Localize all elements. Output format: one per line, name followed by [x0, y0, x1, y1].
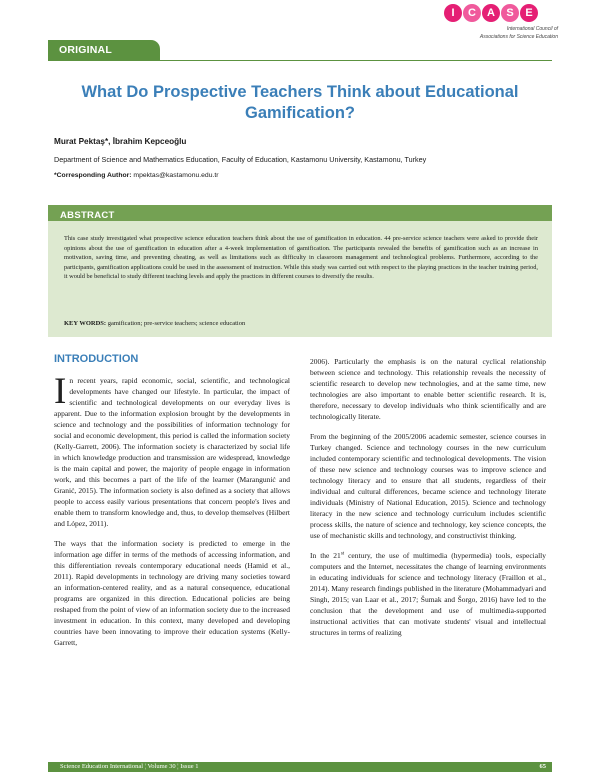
keywords-list: gamification; pre-service teachers; science education [107, 320, 246, 327]
abstract-heading: ABSTRACT [60, 210, 115, 221]
page-number: 65 [539, 763, 546, 770]
banner-rule [48, 60, 552, 61]
page-footer [48, 762, 552, 772]
author-list: Murat Pektaş*, İbrahim Kepceoğlu [54, 137, 187, 146]
paragraph-text: In the 21 [310, 551, 341, 560]
paragraph: 2006). Particularly the emphasis is on the natural cyclical relationship between science and technology. This relationship reveals the necessity of scientific research to develop new technologies, and at the same time, new technologies are also important to enable better scientific research. It is, therefore, necessary to develop individuals who think scientifically and are technologically literate. [310, 357, 546, 421]
drop-cap: I [54, 371, 67, 412]
logo-letter: S [501, 4, 519, 22]
ordinal-suffix: st [340, 551, 345, 557]
affiliation: Department of Science and Mathematics Education, Faculty of Education, Kastamonu University, Kastamonu, Turkey [54, 155, 427, 164]
keywords-label: KEY WORDS: [64, 320, 107, 327]
section-label: ORIGINAL ARTICLE [59, 44, 112, 77]
left-column [54, 354, 290, 657]
icase-logo [428, 4, 558, 48]
paragraph [310, 550, 546, 638]
paragraph [54, 371, 290, 529]
journal-info: Science Education International ¦ Volume 30 ¦ Issue 1 [60, 763, 199, 770]
introduction-heading: INTRODUCTION [54, 353, 139, 365]
logo-letter: C [463, 4, 481, 22]
logo-letter: E [520, 4, 538, 22]
paragraph-text: century, the use of multimedia (hypermedia) tools, especially computers and the Internet, necessitates the change of learning environments in educating individuals for science and technology literacy (Fraillon et al., 2014). Many research findings published in the literature (Mohammadyari and Singh, 2015; van Laar et al., 2017; Šumak and Šorgo, 2016) have led to the conclusion that the development and use of multimedia-supported instructional activities that can motivate students' visual and intellectual structures in terms of realizing [310, 551, 546, 637]
logo-letters [444, 4, 538, 26]
logo-tagline-1: International Council of [506, 26, 558, 32]
corresponding-author [54, 172, 219, 179]
right-column [310, 356, 546, 647]
section-banner [48, 40, 160, 77]
logo-tagline-2: Associations for Science Education [479, 34, 558, 40]
abstract-header [48, 205, 552, 221]
abstract-box [48, 205, 552, 337]
abstract-text: This case study investigated what prospective science education teachers think about the use of gamification in education. 44 pre-service science teachers were asked to provide their opinions about the use of gamification in education after a 4-week implementation of gamification. The participants revealed the benefits of gamification such as an increase in motivation, saving time, and preventing cheating, as well as limitations such as difficulty in classroom management and technological problems. Furthermore, according to the participants, gamification applications could be used in the assessment of instruction. While this study was carried out with respect to the playing practices in the teacher training period, it would be beneficial to study different teaching levels and apply the practices in different courses to diversify the results. [64, 235, 538, 281]
logo-letter: A [482, 4, 500, 22]
corresponding-email[interactable]: mpektas@kastamonu.edu.tr [133, 172, 219, 179]
paragraph: From the beginning of the 2005/2006 academic semester, science courses in Turkey changed. Science and technology courses in the new curriculum included contemporary scientific and technological developments. The vision of these new science and technology courses was to improve science and technology literacy and to ensure that all students, regardless of their individual and cultural differences, became science and technology literate individuals (Ministry of National Education, 2015). Science and technology literacy in the new science and technology curriculum includes scientific process skills, the nature of science and technology, key science concepts, the use of mechanistic skills and technology, and constructivist thinking. [310, 432, 546, 540]
article-title: What Do Prospective Teachers Think about Educational Gamification? [81, 83, 519, 122]
keywords [64, 320, 538, 327]
paragraph: The ways that the information society is predicted to emerge in the information age differ in terms of the methods of accessing information, and this differentiation reveals contemporary educational needs (Hamid et al., 2011). Rapid developments in technology are driving many societies toward an information-centered reality, and as a natural consequence, educational programs are organized in this direction. Educational policies are being reshaped from the point of view of an information society due to the increased investment in education. In this context, many developed and developing countries have been innovating to improve their education systems (Kelly-Garrett, [54, 539, 290, 647]
corresponding-label: *Corresponding Author: [54, 172, 132, 179]
logo-letter: I [444, 4, 462, 22]
paragraph-text: n recent years, rapid economic, social, scientific, and technological developments have changed our lifestyle. In particular, the impact of scientific and technological developments on our everyday lives is apparent. Due to the information explosion brought by the developments in science and technology and the possibilities of information technology for social and economic development, this period is called the information society (Kelly-Garrett, 2006). The information society is characterized by social life in which knowledge production and transmission are widespread, knowledge is the main capital and power, the majority of people engage in information work, and this becomes a part of the life of the learner (Marangunić and Granić, 2015). The information society is also defined as a society that allows people to access easily various presentations that concern people's lives and enable them to transform knowledge and, thus, to develop themselves (Hilbert and López, 2011). [54, 376, 290, 528]
